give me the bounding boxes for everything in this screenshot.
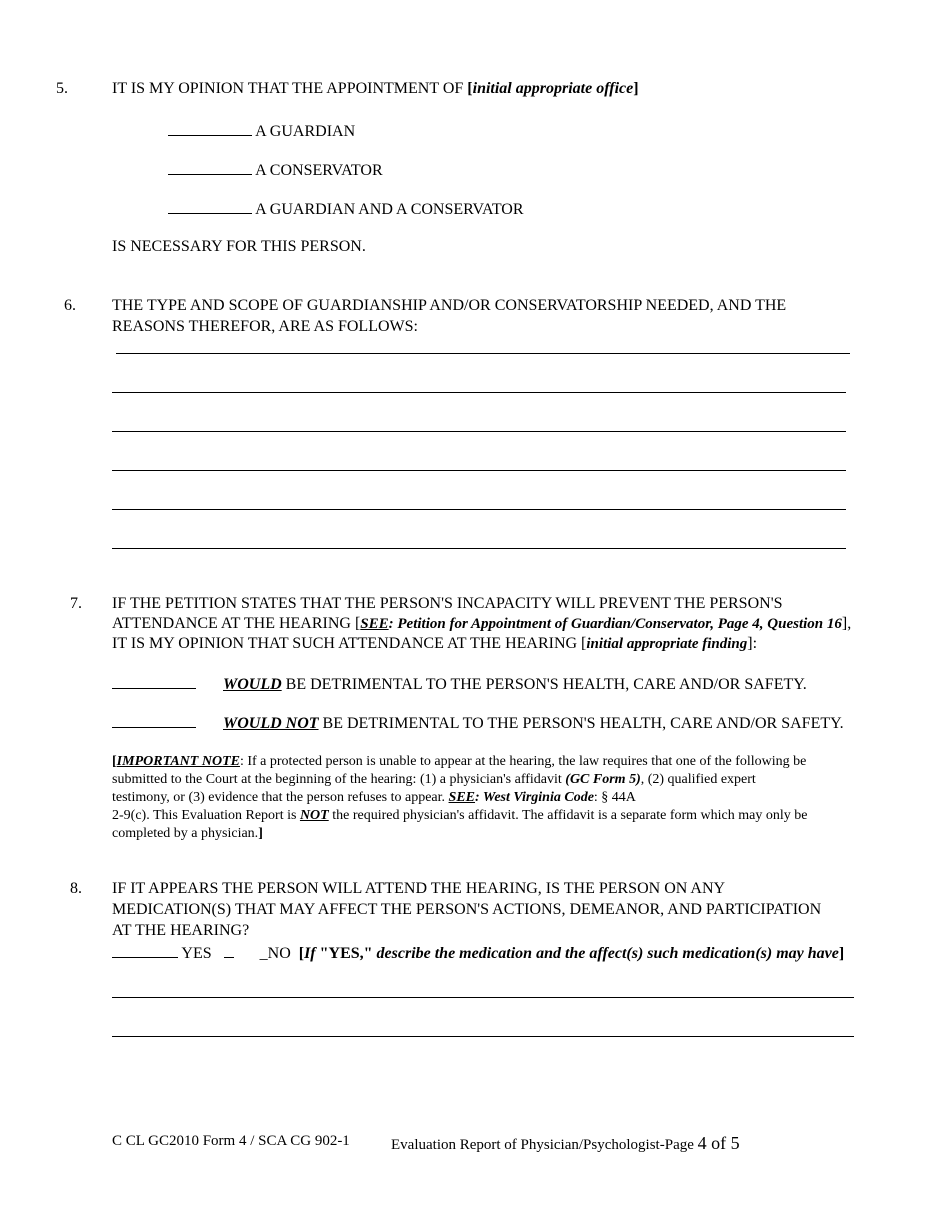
- q7-petition-ref: : Petition for Appointment of Guardian/Conservator, Page 4, Question 16: [388, 616, 842, 632]
- q7-see: SEE: [360, 616, 389, 632]
- footer-title-text: Evaluation Report of Physician/Psychologist-Page: [391, 1137, 698, 1153]
- q8-instr-open: [: [298, 945, 305, 962]
- q8-yes-label: YES: [181, 945, 212, 962]
- q7-number: 7.: [70, 595, 82, 612]
- q7-line-1: IF THE PETITION STATES THAT THE PERSON'S INCAPACITY WILL PREVENT THE PERSON'S: [112, 595, 783, 612]
- q8-line-3: AT THE HEARING?: [112, 922, 250, 939]
- q6-answer-line[interactable]: [112, 548, 846, 549]
- q8-no-blank[interactable]: [224, 943, 234, 958]
- q5-conservator-label: A CONSERVATOR: [255, 162, 383, 179]
- q7-would-not-blank[interactable]: [112, 713, 196, 728]
- q8-line-1: IF IT APPEARS THE PERSON WILL ATTEND THE HEARING, IS THE PERSON ON ANY: [112, 880, 726, 897]
- q7-would-blank[interactable]: [112, 674, 196, 689]
- note-label: IMPORTANT NOTE: [116, 754, 240, 769]
- q6-line-1: THE TYPE AND SCOPE OF GUARDIANSHIP AND/OR CONSERVATORSHIP NEEDED, AND THE: [112, 297, 787, 314]
- q5-conservator-blank[interactable]: [168, 160, 252, 175]
- q7-would-key: WOULD: [223, 676, 282, 693]
- q7-option-would-not[interactable]: [112, 713, 844, 733]
- q5-question: IT IS MY OPINION THAT THE APPOINTMENT OF [initial appropriate office]: [112, 80, 639, 97]
- q7-line-2-close: ],: [841, 615, 852, 632]
- note-text-5: completed by a physician.: [112, 826, 259, 841]
- q8-number: 8.: [70, 880, 82, 897]
- q7-line-2-text: ATTENDANCE AT THE HEARING [: [112, 615, 361, 632]
- q5-both-label: A GUARDIAN AND A CONSERVATOR: [255, 201, 524, 218]
- note-open-bracket: [: [112, 754, 117, 769]
- q5-both-blank[interactable]: [168, 199, 252, 214]
- q8-line-2: MEDICATION(S) THAT MAY AFFECT THE PERSON'S ACTIONS, DEMEANOR, AND PARTICIPATION: [112, 901, 822, 918]
- q7-line-3-text: IT IS MY OPINION THAT SUCH ATTENDANCE AT THE HEARING [: [112, 635, 587, 652]
- q7-would-not-key: WOULD NOT: [223, 715, 319, 732]
- q5-option-guardian[interactable]: [168, 121, 355, 141]
- q8-answer-line[interactable]: [112, 997, 854, 998]
- q5-number: 5.: [56, 80, 68, 97]
- note-wv-code: : West Virginia Code: [475, 790, 594, 805]
- q6-answer-line[interactable]: [112, 392, 846, 393]
- note-text-2c: , (2) qualified expert: [640, 772, 756, 787]
- note-line-4: [112, 808, 807, 824]
- note-not: NOT: [299, 808, 329, 823]
- q6-answer-line[interactable]: [116, 353, 850, 354]
- q5-closing: IS NECESSARY FOR THIS PERSON.: [112, 238, 366, 255]
- note-close-bracket: ]: [258, 826, 263, 841]
- q5-option-both[interactable]: [168, 199, 524, 219]
- note-gc-form: (GC Form 5): [565, 772, 641, 787]
- q8-instr-if: If: [304, 945, 320, 962]
- q7-would-not-rest: BE DETRIMENTAL TO THE PERSON'S HEALTH, CARE AND/OR SAFETY.: [318, 715, 844, 732]
- note-text-2a: submitted to the Court at the beginning of the hearing: (1) a physician's affidavit: [112, 772, 566, 787]
- note-text-3a: testimony, or (3) evidence that the person refuses to appear.: [112, 790, 449, 805]
- q8-instr-rest: describe the medication and the affect(s) such medication(s) may have: [372, 945, 839, 962]
- q8-instr-yes: "YES,": [319, 945, 373, 962]
- q7-would-rest: BE DETRIMENTAL TO THE PERSON'S HEALTH, CARE AND/OR SAFETY.: [281, 676, 807, 693]
- q5-instruction: initial appropriate office: [472, 80, 634, 97]
- q5-text: IT IS MY OPINION THAT THE APPOINTMENT OF: [112, 80, 468, 97]
- q6-answer-line[interactable]: [112, 509, 846, 510]
- q8-answer-line[interactable]: [112, 1036, 854, 1037]
- q6-number: 6.: [64, 297, 76, 314]
- q8-instr-close: ]: [838, 945, 845, 962]
- note-text-4b: the required physician's affidavit. The affidavit is a separate form which may only be: [328, 808, 808, 823]
- q5-guardian-label: A GUARDIAN: [255, 123, 356, 140]
- note-line-5: [112, 826, 263, 842]
- q8-no-label: _NO: [259, 945, 291, 962]
- q7-line-3-close: ]:: [747, 635, 758, 652]
- q5-guardian-blank[interactable]: [168, 121, 252, 136]
- note-text-4a: 2-9(c). This Evaluation Report is: [112, 808, 300, 823]
- footer-form-number: C CL GC2010 Form 4 / SCA CG 902-1: [112, 1133, 350, 1149]
- q6-answer-line[interactable]: [112, 431, 846, 432]
- footer-page-number: 4 of 5: [697, 1133, 740, 1153]
- note-text-3c: : § 44A: [593, 790, 636, 805]
- note-line-2: [112, 772, 756, 788]
- q8-answer-row: [112, 943, 844, 963]
- q7-option-would[interactable]: [112, 674, 807, 694]
- note-line-3: [112, 790, 636, 806]
- q5-option-conservator[interactable]: [168, 160, 383, 180]
- note-see: SEE: [448, 790, 476, 805]
- q7-instruction: initial appropriate finding: [586, 636, 748, 652]
- note-text-1: : If a protected person is unable to appear at the hearing, the law requires that one of the following be: [239, 754, 807, 769]
- q7-line-2: [112, 615, 851, 633]
- q6-answer-line[interactable]: [112, 470, 846, 471]
- footer-title: [391, 1133, 740, 1154]
- note-line-1: [112, 754, 806, 770]
- q8-yes-blank[interactable]: [112, 943, 178, 958]
- q7-line-3: [112, 635, 757, 653]
- q6-line-2: REASONS THEREFOR, ARE AS FOLLOWS:: [112, 318, 418, 335]
